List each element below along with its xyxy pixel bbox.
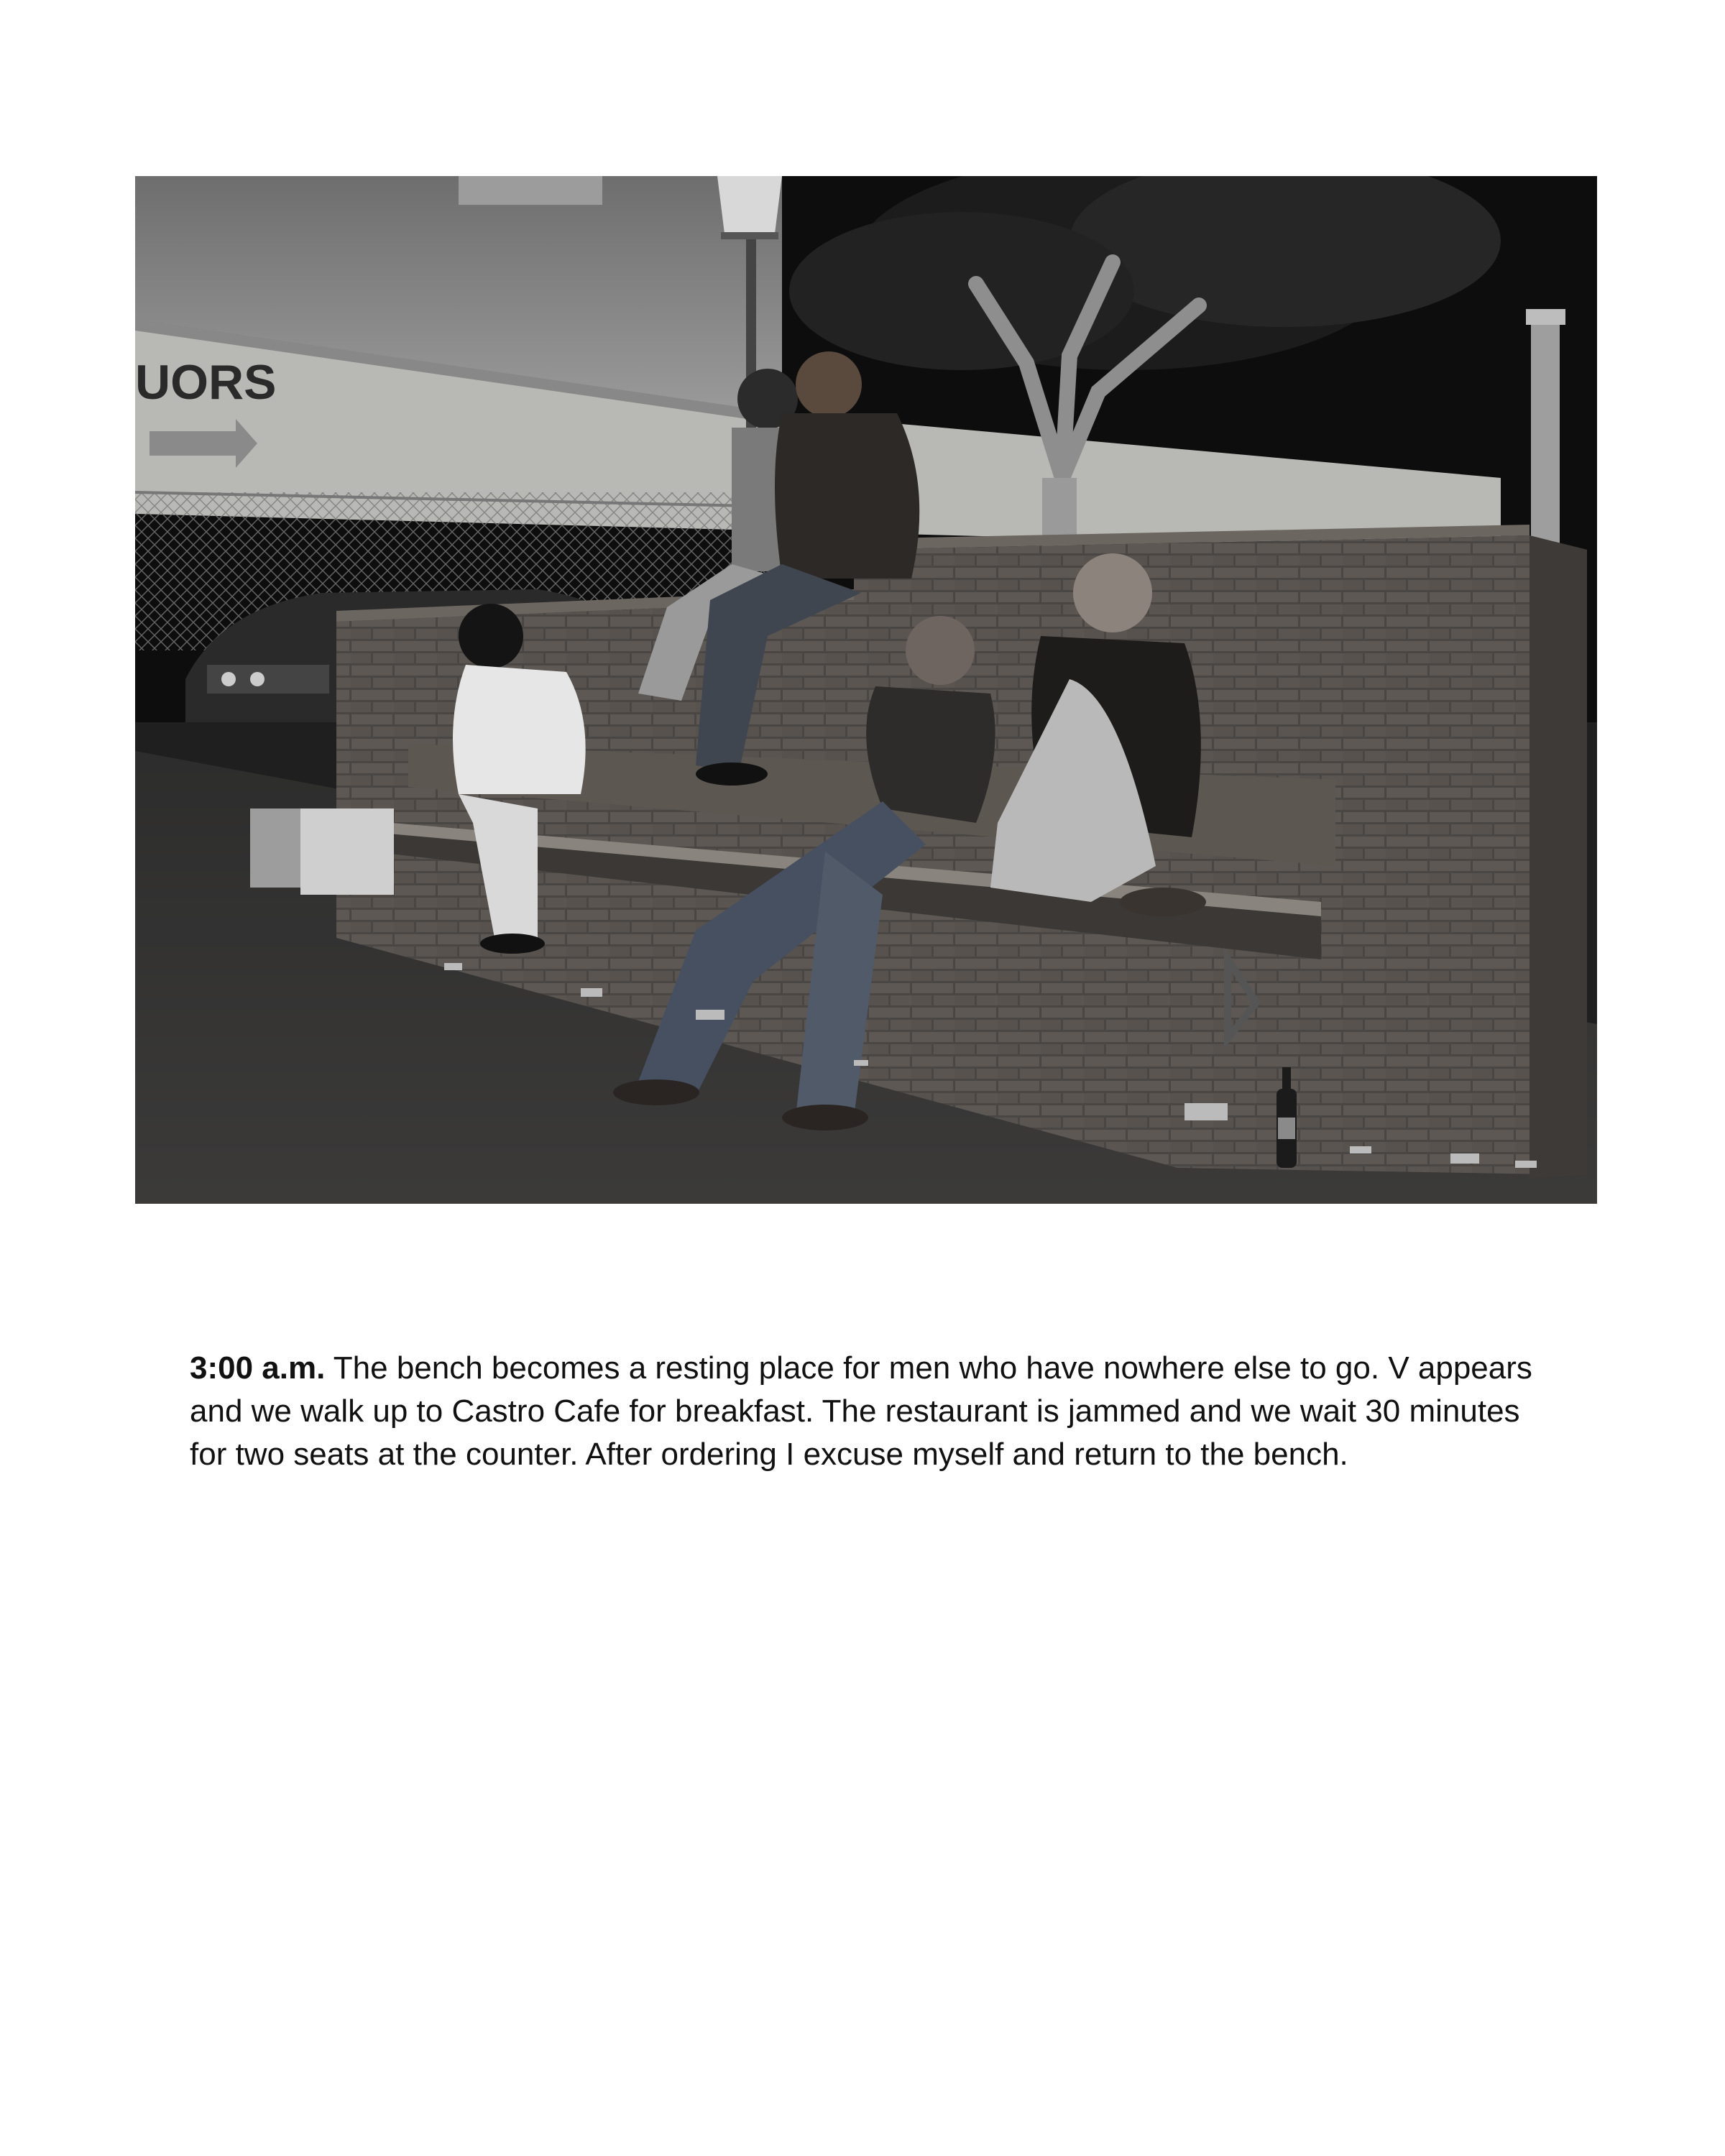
liquors-sign: UORS [135,355,277,410]
cardboard-box [300,808,394,895]
street-photograph [135,176,1597,1204]
caption-text: The bench becomes a resting place for men who have nowhere else to go. V appears and we walk up to Castro Cafe for breakfast. The restaurant is jammed and we wait 30 minutes for two seats at the counter. After ordering I excuse myself and return to the bench. [190,1350,1532,1472]
caption-time: 3:00 a.m. [190,1350,326,1386]
photo-canvas [135,176,1597,1204]
window [459,176,602,205]
photo-caption [190,1347,1555,1476]
